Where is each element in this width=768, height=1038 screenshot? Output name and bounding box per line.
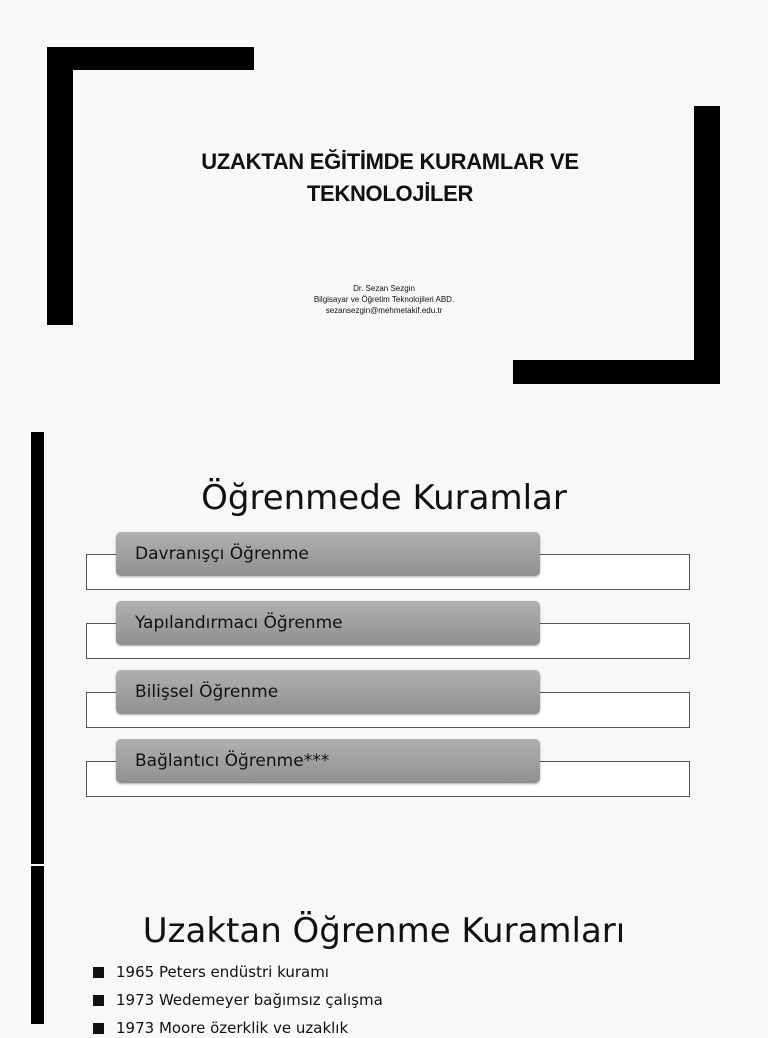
slide-title: Uzaktan Öğrenme Kuramları — [142, 911, 626, 951]
list-item-label: Bilişsel Öğrenme — [135, 682, 279, 702]
theories-slide — [0, 432, 768, 864]
list-item-text: 1973 Wedemeyer bağımsız çalışma — [116, 991, 383, 1009]
title-line-1: UZAKTAN EĞİTİMDE KURAMLAR VE — [201, 149, 579, 174]
list-item — [116, 670, 540, 714]
corner-frame-top-left-horizontal — [47, 47, 254, 70]
author-email: sezansezgin@mehmetakif.edu.tr — [325, 306, 443, 315]
list-item — [116, 532, 540, 576]
slide-title: Öğrenmede Kuramlar — [201, 478, 567, 518]
list-item-label: Davranışçı Öğrenme — [135, 544, 309, 564]
list-item — [93, 990, 383, 1010]
list-item-text: 1965 Peters endüstri kuramı — [116, 963, 329, 981]
author-department: Bilgisayar ve Öğretim Teknolojileri ABD. — [313, 295, 455, 304]
title-slide — [0, 0, 768, 410]
title-line-2: TEKNOLOJİLER — [306, 181, 474, 206]
corner-frame-bottom-right-horizontal — [513, 360, 720, 384]
list-item-label: Yapılandırmacı Öğrenme — [135, 613, 343, 633]
square-bullet-icon — [93, 967, 104, 978]
list-item — [116, 739, 540, 783]
author-name: Dr. Sezan Sezgin — [353, 284, 415, 293]
list-item — [116, 601, 540, 645]
corner-frame-bottom-right-vertical — [694, 106, 720, 384]
list-item — [93, 962, 329, 982]
corner-frame-top-left-vertical — [47, 47, 73, 325]
square-bullet-icon — [93, 1023, 104, 1034]
list-item-label: Bağlantıcı Öğrenme*** — [135, 751, 330, 771]
square-bullet-icon — [93, 995, 104, 1006]
author-info — [200, 283, 568, 316]
list-item-text: 1973 Moore özerklik ve uzaklık — [116, 1019, 349, 1037]
presentation-title — [140, 146, 640, 210]
list-item — [93, 1018, 348, 1038]
distance-learning-theories-slide — [0, 866, 768, 1037]
